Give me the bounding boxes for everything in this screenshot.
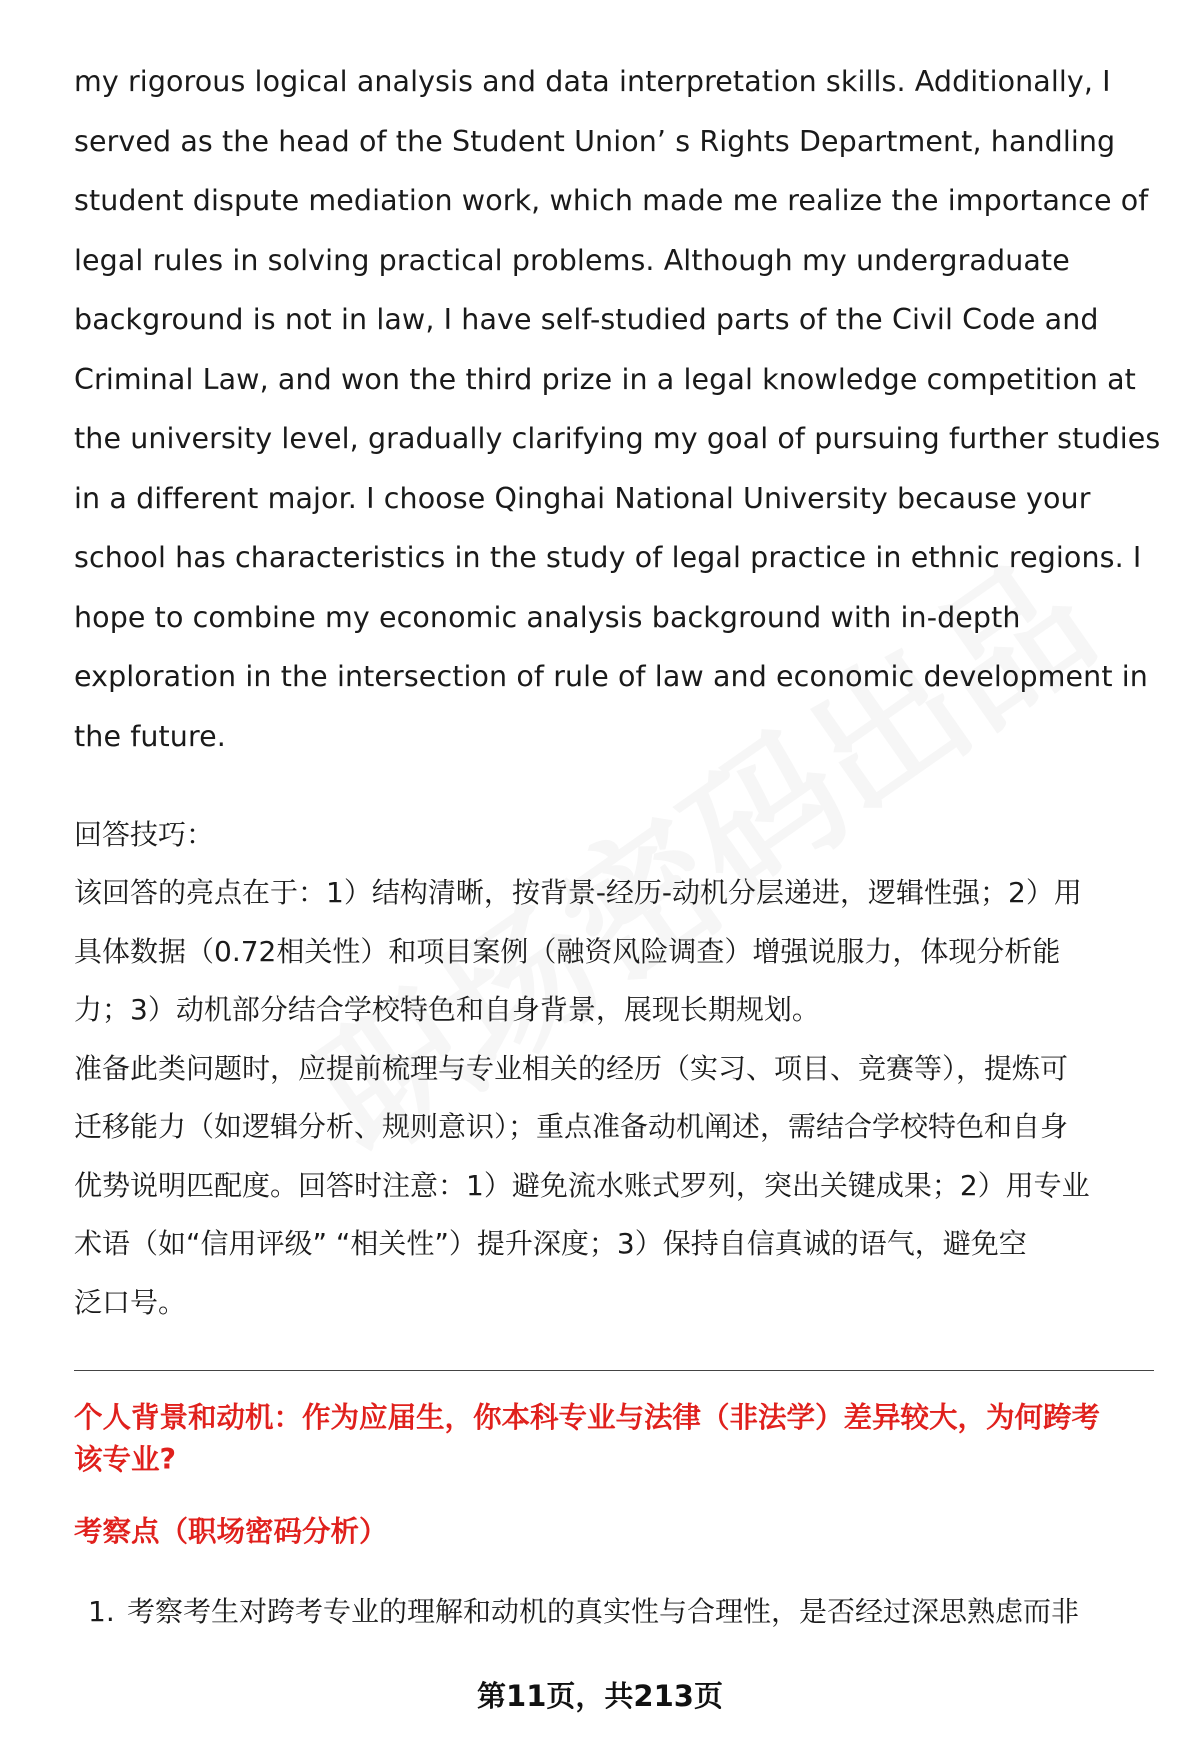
tips-preparation-paragraph	[74, 1040, 1154, 1333]
exam-points-heading: 考察点（职场密码分析）	[74, 1515, 388, 1548]
tips-heading: 回答技巧：	[74, 818, 215, 851]
section-divider	[74, 1370, 1154, 1371]
document-page	[74, 52, 1161, 1641]
tips-line: 泛口号。	[74, 1285, 187, 1319]
answer-line: the university level, gradually clarifying my goal of pursuing further studies	[74, 422, 1161, 455]
tips-line: 具体数据（0.72相关性）和项目案例（融资风险调查）增强说服力，体现分析能	[74, 934, 1061, 968]
question-line: 该专业?	[74, 1443, 177, 1476]
list-item-text: 考察考生对跨考专业的理解和动机的真实性与合理性，是否经过深思熟虑而非	[127, 1595, 1080, 1628]
tips-line: 迁移能力（如逻辑分析、规则意识）；重点准备动机阐述，需结合学校特色和自身	[74, 1110, 1069, 1143]
answer-line: hope to combine my economic analysis background with in-depth	[74, 600, 1021, 634]
answer-line: my rigorous logical analysis and data interpretation skills. Additionally, I	[74, 65, 1111, 98]
answer-line: exploration in the intersection of rule of law and economic development in	[74, 660, 1148, 693]
answer-line: student dispute mediation work, which made me realize the importance of	[74, 184, 1149, 217]
tips-line: 优势说明匹配度。回答时注意：1）避免流水账式罗列，突出关键成果；2）用专业	[74, 1168, 1090, 1202]
exam-points-list	[74, 1583, 1154, 1641]
page-footer: 第11页，共213页	[477, 1679, 723, 1713]
tips-line: 力；3）动机部分结合学校特色和自身背景，展现长期规划。	[74, 993, 820, 1026]
list-item-number: 1.	[88, 1595, 115, 1628]
tips-line: 该回答的亮点在于：1）结构清晰，按背景-经历-动机分层递进，逻辑性强；2）用	[74, 876, 1082, 909]
answer-line: Criminal Law, and won the third prize in a legal knowledge competition at	[74, 362, 1136, 396]
question-heading	[74, 1397, 1154, 1481]
english-answer-paragraph	[74, 52, 1161, 766]
tips-highlights-paragraph	[74, 864, 1154, 1040]
answer-line: background is not in law, I have self-studied parts of the Civil Code and	[74, 303, 1099, 336]
answer-line: in a different major. I choose Qinghai National University because your	[74, 481, 1091, 515]
answer-line: legal rules in solving practical problems. Although my undergraduate	[74, 243, 1070, 277]
tips-line: 术语（如“信用评级” “相关性”）提升深度；3）保持自信真诚的语气，避免空	[74, 1227, 1027, 1260]
tips-line: 准备此类问题时，应提前梳理与专业相关的经历（实习、项目、竞赛等），提炼可	[74, 1051, 1069, 1085]
answer-line: school has characteristics in the study of legal practice in ethnic regions. I	[74, 541, 1142, 574]
question-line: 个人背景和动机：作为应届生，你本科专业与法律（非法学）差异较大，为何跨考	[74, 1401, 1101, 1434]
answer-line: the future.	[74, 719, 226, 753]
list-item	[74, 1583, 1154, 1641]
answer-line: served as the head of the Student Union’ s Rights Department, handling	[74, 124, 1116, 158]
